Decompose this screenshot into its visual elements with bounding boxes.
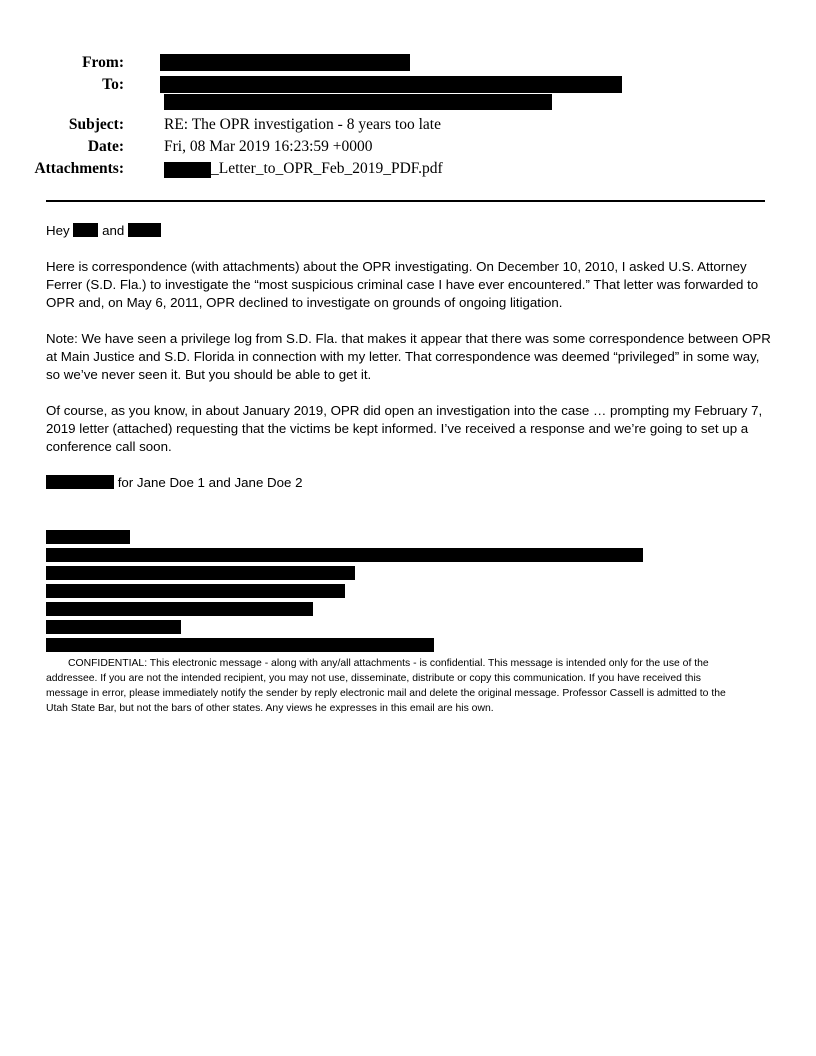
attachment-name-redaction <box>164 162 211 178</box>
signature-redaction-4 <box>46 584 345 598</box>
paragraph-3-line: Of course, as you know, in about January 2019, OPR did open an investigation into the case … prompting my February 7, <box>46 403 763 418</box>
paragraph-2 <box>46 330 771 384</box>
signoff <box>46 474 771 492</box>
header-divider <box>46 200 765 202</box>
paragraph-2-line: at Main Justice and S.D. Florida in connection with my letter. That correspondence was deemed “privileged” in some way, <box>46 349 760 364</box>
from-redaction <box>160 54 410 71</box>
signature-redaction-7 <box>46 638 434 652</box>
signature-redaction-1 <box>46 530 130 544</box>
confidentiality-line: message in error, please immediately notify the sender by reply electronic mail and delete the original message. Professor Cassell is admitted to the <box>46 688 726 699</box>
greeting-name-redaction-2 <box>128 223 161 237</box>
signature-redaction-6 <box>46 620 181 634</box>
signoff-text: for Jane Doe 1 and Jane Doe 2 <box>117 475 303 490</box>
greeting <box>46 222 771 240</box>
paragraph-2-line: so we’ve never seen it. But you should be able to get it. <box>46 367 372 382</box>
paragraph-1-line: Ferrer (S.D. Fla.) to investigate the “most suspicious criminal case I have ever encountered.” That letter was forwarded to <box>46 277 759 292</box>
subject-value: RE: The OPR investigation - 8 years too late <box>164 116 441 133</box>
confidentiality-line: CONFIDENTIAL: This electronic message - along with any/all attachments - is confidential. This message is intended only for the use of the <box>68 658 709 669</box>
paragraph-1-line: OPR and, on May 6, 2011, OPR declined to investigate on grounds of ongoing litigation. <box>46 295 563 310</box>
paragraph-3-line: conference call soon. <box>46 439 172 454</box>
paragraph-3-line: 2019 letter (attached) requesting that the victims be kept informed. I’ve received a response and we’re going to set up a <box>46 421 749 436</box>
confidentiality-line: addressee. If you are not the intended recipient, you may not use, disseminate, distribute or copy this communication. If you have received this <box>46 673 701 684</box>
attachment-link[interactable]: _Letter_to_OPR_Feb_2019_PDF.pdf <box>211 160 443 177</box>
date-row <box>0 138 780 160</box>
paragraph-2-line: Note: We have seen a privilege log from S.D. Fla. that makes it appear that there was some correspondence between OPR <box>46 331 771 346</box>
from-row <box>0 54 780 76</box>
to-label: To: <box>102 76 124 93</box>
signature-redaction-5 <box>46 602 313 616</box>
subject-label: Subject: <box>68 116 124 133</box>
signature-redaction-2 <box>46 548 643 562</box>
signature-redaction-3 <box>46 566 355 580</box>
subject-row <box>0 116 780 138</box>
date-label: Date: <box>87 138 124 155</box>
greeting-and: and <box>102 223 125 238</box>
confidentiality-notice <box>46 656 771 716</box>
greeting-name-redaction-1 <box>73 223 98 237</box>
greeting-prefix: Hey <box>46 223 70 238</box>
to-redaction-2 <box>164 94 552 110</box>
date-value: Fri, 08 Mar 2019 16:23:59 +0000 <box>164 138 373 155</box>
attachments-row <box>0 160 780 182</box>
confidentiality-line: Utah State Bar, but not the bars of other states. Any views he expresses in this email are his own. <box>46 703 494 714</box>
paragraph-3 <box>46 402 771 456</box>
signoff-name-redaction <box>46 475 114 489</box>
paragraph-1 <box>46 258 771 312</box>
paragraph-1-line: Here is correspondence (with attachments) about the OPR investigating. On December 10, 2010, I asked U.S. Attorney <box>46 259 747 274</box>
to-redaction-1 <box>160 76 622 93</box>
from-label: From: <box>82 54 124 71</box>
attachments-label: Attachments: <box>34 160 124 177</box>
